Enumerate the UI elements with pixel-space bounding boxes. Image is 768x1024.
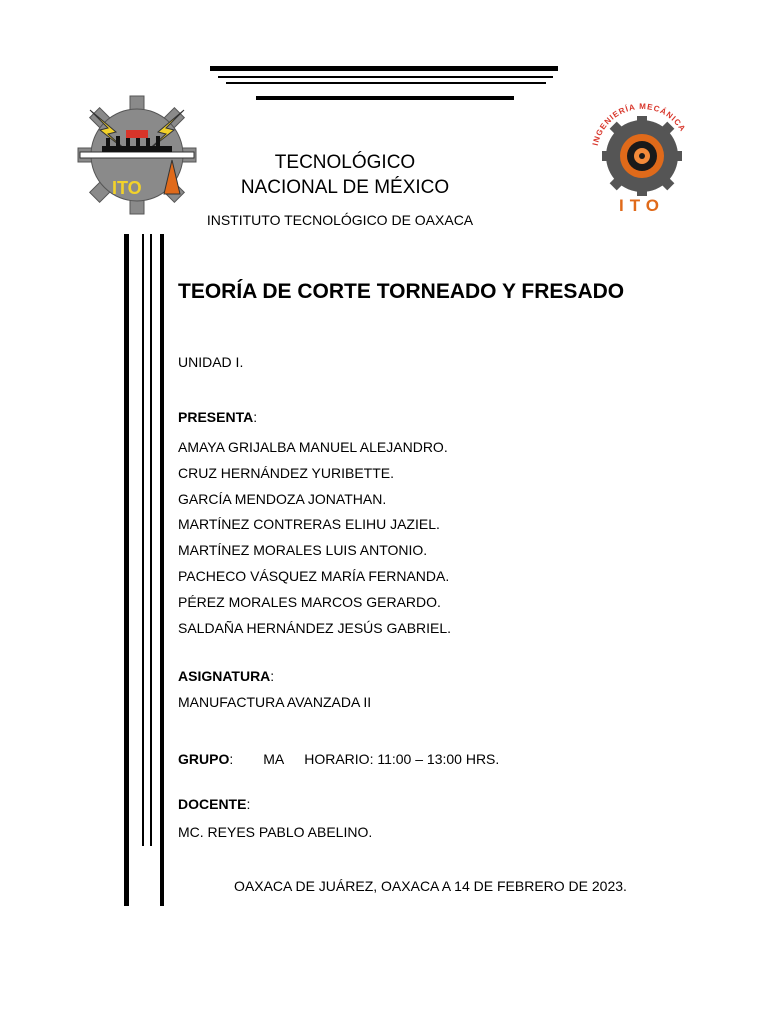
horario-value: HORARIO: 11:00 – 13:00 HRS. — [304, 751, 500, 767]
docente-value: MC. REYES PABLO ABELINO. — [178, 824, 373, 840]
member-name: AMAYA GRIJALBA MANUEL ALEJANDRO. — [178, 439, 448, 455]
document-title: TEORÍA DE CORTE TORNEADO Y FRESADO — [178, 280, 625, 303]
presenta-label: PRESENTA — [178, 409, 254, 425]
member-name: CRUZ HERNÁNDEZ YURIBETTE. — [178, 464, 394, 481]
top-rule-2 — [218, 76, 553, 78]
place-date: OAXACA DE JUÁREZ, OAXACA A 14 DE FEBRERO DE 2023. — [234, 878, 627, 894]
member-name: PÉREZ MORALES MARCOS GERARDO. — [178, 593, 441, 610]
member-name: MARTÍNEZ CONTRERAS ELIHU JAZIEL. — [178, 516, 440, 533]
unit-label: UNIDAD I. — [178, 354, 244, 370]
logo-right-bottom-text: ITO — [618, 196, 666, 215]
left-rule-3 — [150, 234, 152, 846]
left-rule-4 — [160, 234, 164, 906]
logo-right-top-text: INGENIERÍA MECÁNICA — [590, 101, 688, 147]
member-name: PACHECO VÁSQUEZ MARÍA FERNANDA. — [178, 567, 450, 584]
member-name: GARCÍA MENDOZA JONATHAN. — [178, 490, 387, 507]
grupo-value: MA — [263, 751, 285, 767]
logo-left-text: ITO — [112, 178, 142, 198]
asignatura-heading: ASIGNATURA: — [178, 668, 275, 684]
institution-name: TECNOLÓGICO NACIONAL DE MÉXICO — [240, 152, 450, 198]
presenta-heading: PRESENTA: — [178, 409, 258, 425]
top-rule-1 — [210, 66, 558, 71]
member-name: SALDAÑA HERNÁNDEZ JESÚS GABRIEL. — [178, 619, 452, 636]
top-rule-4 — [256, 96, 514, 100]
grupo-label: GRUPO — [178, 751, 230, 767]
top-rule-3 — [226, 82, 546, 84]
grupo-row: GRUPO: MA HORARIO: 11:00 – 13:00 HRS. — [178, 751, 500, 767]
members-list — [178, 437, 451, 643]
docente-label: DOCENTE — [178, 796, 247, 812]
ito-gear-logo-left — [76, 94, 198, 216]
docente-heading: DOCENTE: — [178, 796, 251, 812]
asignatura-value: MANUFACTURA AVANZADA II — [178, 694, 372, 710]
left-rule-2 — [142, 234, 144, 846]
left-rule-1 — [124, 234, 129, 906]
member-name: MARTÍNEZ MORALES LUIS ANTONIO. — [178, 542, 428, 559]
asignatura-label: ASIGNATURA — [178, 668, 271, 684]
campus-name: INSTITUTO TECNOLÓGICO DE OAXACA — [206, 212, 474, 228]
ingenieria-mecanica-logo-right — [583, 94, 701, 218]
